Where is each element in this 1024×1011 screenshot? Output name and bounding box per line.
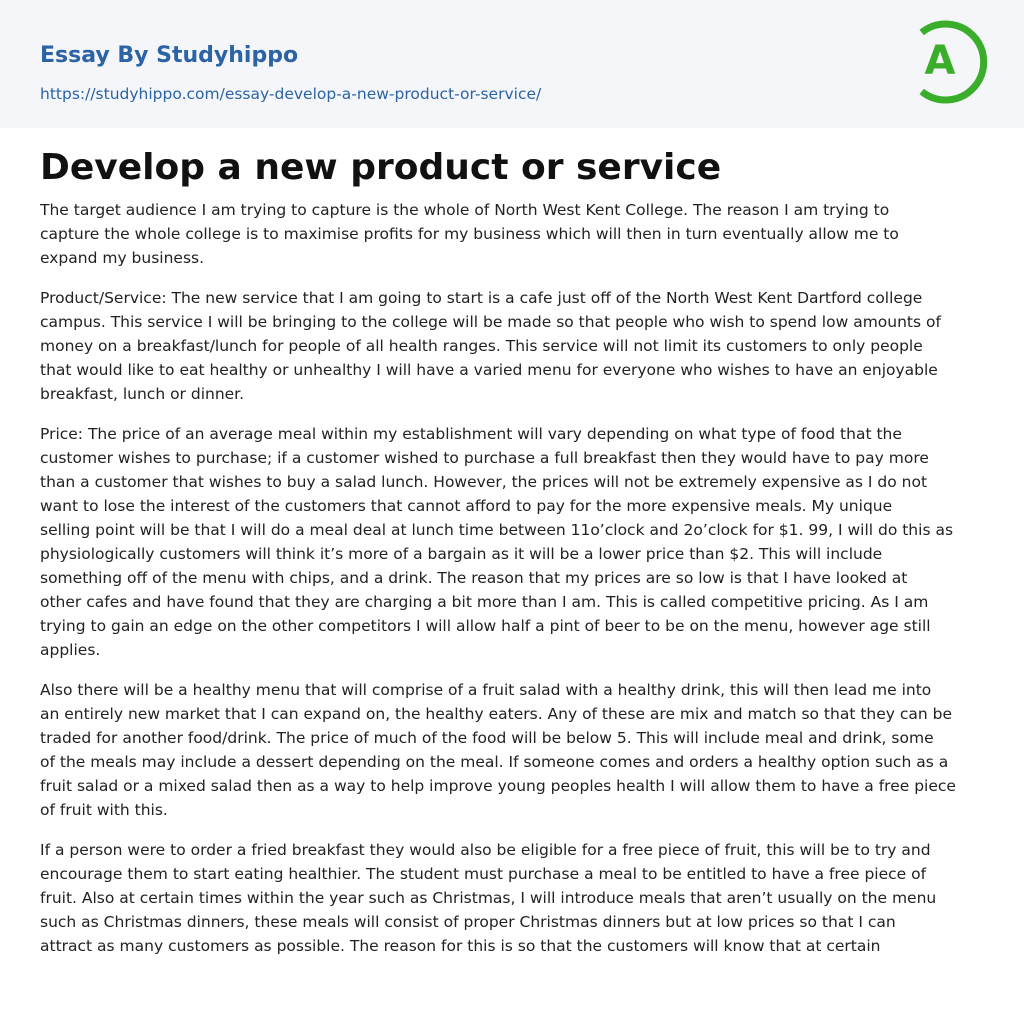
paragraph-line: an entirely new market that I can expand on, the healthy eaters. Any of these are mix and match so that they can be	[40, 705, 953, 723]
paragraph-line: such as Christmas dinners, these meals will consist of proper Christmas dinners but at low prices so that I can	[40, 913, 896, 931]
paragraph-line: Product/Service: The new service that I am going to start is a cafe just off of the North West Kent Dartford college	[40, 289, 923, 307]
paragraph-line: fruit. Also at certain times within the year such as Christmas, I will introduce meals that aren’t usually on the menu	[40, 889, 937, 907]
paragraph-line: traded for another food/drink. The price of much of the food will be below 5. This will include meal and drink, some	[40, 729, 934, 747]
paragraph-line: money on a breakfast/lunch for people of all health ranges. This service will not limit its customers to only people	[40, 337, 923, 355]
article-paragraph	[40, 286, 990, 406]
paragraph-line: applies.	[40, 641, 101, 659]
paragraph-line: physiologically customers will think it’s more of a bargain as it will be a lower price than $2. This will include	[40, 545, 883, 563]
paragraph-line: of fruit with this.	[40, 801, 168, 819]
source-url-link[interactable]: https://studyhippo.com/essay-develop-a-new-product-or-service/	[40, 85, 542, 103]
paragraph-line: fruit salad or a mixed salad then as a way to help improve young peoples health I will allow them to have a free piece	[40, 777, 956, 795]
paragraph-line: campus. This service I will be bringing to the college will be made so that people who wish to spend low amounts of	[40, 313, 941, 331]
paragraph-line: customer wishes to purchase; if a customer wished to purchase a full breakfast then they would have to pay more	[40, 449, 929, 467]
paragraph-line: breakfast, lunch or dinner.	[40, 385, 245, 403]
page-header	[0, 0, 1024, 128]
paragraph-line: If a person were to order a fried breakfast they would also be eligible for a free piece of fruit, this will be to try and	[40, 841, 931, 859]
paragraph-line: than a customer that wishes to buy a salad lunch. However, the prices will not be extremely expensive as I do not	[40, 473, 928, 491]
article-paragraph	[40, 422, 990, 662]
paragraph-line: capture the whole college is to maximise profits for my business which will then in turn eventually allow me to	[40, 225, 899, 243]
paragraph-line: selling point will be that I will do a meal deal at lunch time between 11o’clock and 2o’clock for $1. 99, I will do this as	[40, 521, 954, 539]
logo-svg	[907, 18, 987, 106]
article-paragraph	[40, 198, 990, 270]
paragraph-line: expand my business.	[40, 249, 205, 267]
paragraph-line: encourage them to start eating healthier. The student must purchase a meal to be entitled to have a free piece of	[40, 865, 927, 883]
paragraph-line: that would like to eat healthy or unhealthy I will have a varied menu for everyone who wishes to have an enjoyable	[40, 361, 938, 379]
paragraph-line: The target audience I am trying to capture is the whole of North West Kent College. The reason I am trying to	[40, 201, 890, 219]
article-paragraph	[40, 678, 990, 822]
paragraph-line: trying to gain an edge on the other competitors I will allow half a pint of beer to be on the menu, however age still	[40, 617, 931, 635]
logo-a-icon[interactable]	[907, 18, 987, 106]
article-paragraph	[40, 838, 990, 958]
paragraph-line: other cafes and have found that they are charging a bit more than I am. This is called competitive pricing. As I am	[40, 593, 929, 611]
paragraph-line: something off of the menu with chips, and a drink. The reason that my prices are so low is that I have looked at	[40, 569, 908, 587]
logo-letter: A	[924, 38, 956, 84]
article-body	[40, 198, 990, 958]
paragraph-line: Also there will be a healthy menu that will comprise of a fruit salad with a healthy drink, this will then lead me into	[40, 681, 932, 699]
paragraph-line: Price: The price of an average meal within my establishment will vary depending on what type of food that the	[40, 425, 902, 443]
article	[40, 148, 990, 974]
paragraph-line: want to lose the interest of the customers that cannot afford to pay for the more expensive meals. My unique	[40, 497, 893, 515]
paragraph-line: of the meals may include a dessert depending on the meal. If someone comes and orders a healthy option such as a	[40, 753, 949, 771]
site-name[interactable]: Essay By Studyhippo	[40, 43, 299, 68]
paragraph-line: attract as many customers as possible. The reason for this is so that the customers will know that at certain	[40, 937, 881, 955]
article-title: Develop a new product or service	[40, 147, 722, 188]
